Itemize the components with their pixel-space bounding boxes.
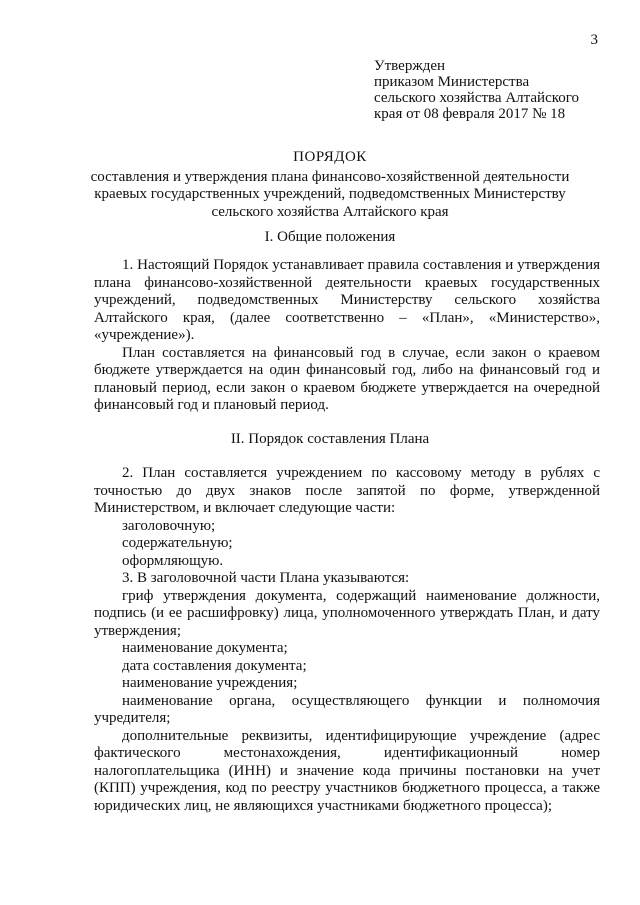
list-item: оформляющую. <box>122 552 224 569</box>
approval-stamp <box>374 58 614 122</box>
paragraph: План составляется на финансовый год в случае, если закон о краевом бюджете утверждается на один финансовый год, либо на финансовый год и плановый период, если закон о краевом бюджете утверждается на очередной финансовый год и плановый период. <box>94 344 600 413</box>
approval-line: края от 08 февраля 2017 № 18 <box>374 106 566 122</box>
section-heading: II. Порядок составления Плана <box>230 431 430 447</box>
list-item: дополнительные реквизиты, идентифицирующие учреждение (адрес фактического местонахождения, идентификационный номер налогоплательщика (ИНН) и значение кода причины постановки на учет (КПП) учреждения, код по реестру участников бюджетного процесса, а также юридических лиц, не являющихся участниками бюджетного процесса); <box>94 727 600 814</box>
approval-line: Утвержден <box>374 58 446 74</box>
list-item: наименование документа; <box>122 640 288 656</box>
section-1-body <box>94 257 600 415</box>
title-main: ПОРЯДОК <box>293 149 367 165</box>
paragraph: 3. В заголовочной части Плана указываются: <box>122 570 410 586</box>
title-line: составления и утверждения плана финансово-хозяйственной деятельности <box>90 168 570 185</box>
title-line: сельского хозяйства Алтайского края <box>211 203 449 220</box>
section-heading: I. Общие положения <box>264 229 396 245</box>
approval-line: приказом Министерства <box>374 74 530 90</box>
list-item: гриф утверждения документа, содержащий наименование должности, подпись (и ее расшифровку) лица, уполномоченного утверждать План, и дату утверждения; <box>94 587 600 639</box>
title-line: краевых государственных учреждений, подведомственных Министерству <box>94 186 566 202</box>
document-title <box>60 149 600 221</box>
list-item: заголовочную; <box>122 517 216 534</box>
page-number: 3 <box>590 32 598 48</box>
paragraph: 1. Настоящий Порядок устанавливает правила составления и утверждения плана финансово-хозяйственной деятельности краевых государственных учреждений, подведомственных Министерству сельского хозяйства Алтайского края, (далее соответственно – «План», «Министерство», «учреждение»). <box>94 257 600 343</box>
approval-line: сельского хозяйства Алтайского <box>374 90 580 106</box>
list-item: дата составления документа; <box>122 657 307 674</box>
list-item: содержательную; <box>122 535 233 551</box>
list-item: наименование органа, осуществляющего функции и полномочия учредителя; <box>94 692 600 726</box>
section-2-body <box>94 465 600 815</box>
paragraph: 2. План составляется учреждением по кассовому методу в рублях с точностью до двух знаков после запятой по форме, утвержденной Министерством, и включает следующие части: <box>94 465 600 516</box>
list-item: наименование учреждения; <box>122 675 298 691</box>
